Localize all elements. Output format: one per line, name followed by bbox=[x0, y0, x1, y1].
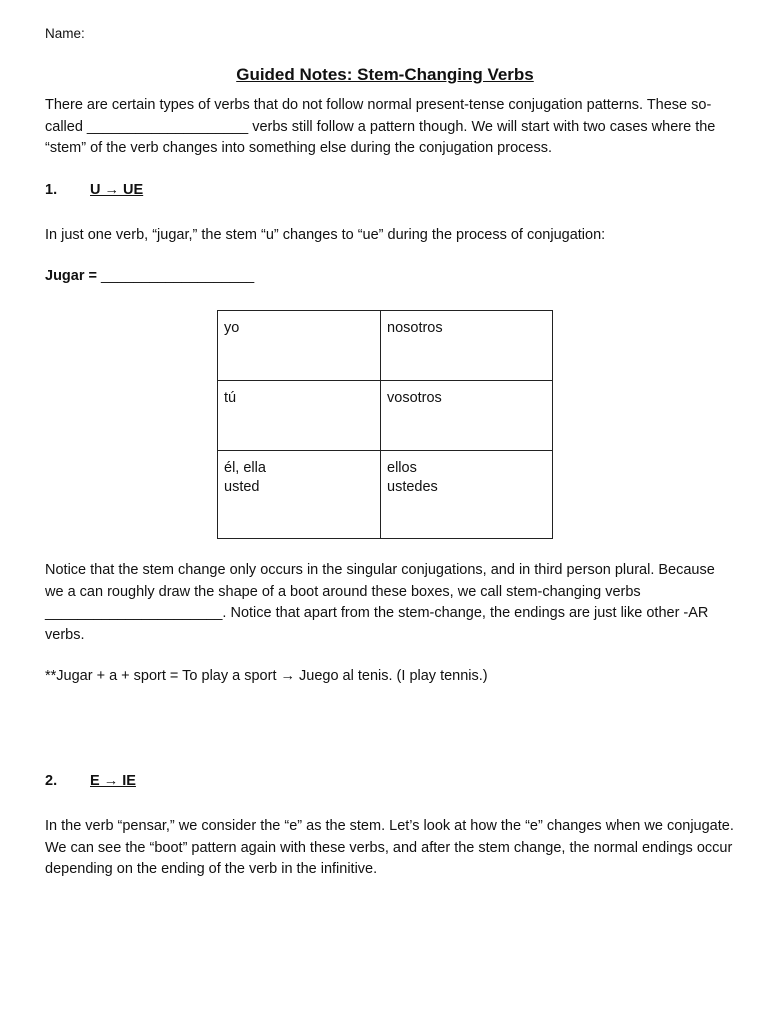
cell-tu: tú bbox=[218, 381, 381, 451]
cell-ellos-ustedes bbox=[381, 451, 553, 539]
section-1-number: 1. bbox=[45, 182, 58, 198]
cell-el-ella-usted bbox=[218, 451, 381, 539]
cell-line: ellos bbox=[387, 460, 417, 476]
page-title-text: Guided Notes: Stem-Changing Verbs bbox=[236, 65, 534, 84]
sport-note: **Jugar + a + sport = To play a sport → Juego al tenis. (I play tennis.) bbox=[45, 668, 488, 684]
section-1-title: U → UE bbox=[90, 182, 144, 198]
cell-line: él, ella bbox=[224, 460, 266, 476]
table-row bbox=[218, 381, 553, 451]
section-1-heading bbox=[45, 182, 143, 198]
cell-nosotros: nosotros bbox=[381, 311, 553, 381]
jugar-blank: ___________________ bbox=[101, 268, 255, 284]
conjugation-table bbox=[217, 310, 553, 539]
section-2-number: 2. bbox=[45, 773, 58, 789]
intro-paragraph: There are certain types of verbs that do not follow normal present-tense conjugation patterns. These so-called ____________________ verbs still follow a pattern though. We will start with two cases where the “stem” of the verb changes into something else during the conjugation process. bbox=[45, 97, 716, 156]
cell-vosotros: vosotros bbox=[381, 381, 553, 451]
jugar-line bbox=[45, 268, 254, 284]
section-2-title: E → IE bbox=[90, 773, 136, 789]
notice-paragraph: Notice that the stem change only occurs in the singular conjugations, and in third person plural. Because we a can roughly draw the shape of a boot around these boxes, we call stem-changing verbs ______________________. Notice that apart from the stem-change, the endings are just like other -AR verbs. bbox=[45, 562, 715, 643]
cell-line: usted bbox=[224, 479, 260, 495]
cell-yo: yo bbox=[218, 311, 381, 381]
table-row bbox=[218, 451, 553, 539]
page-title bbox=[0, 65, 770, 85]
jugar-label: Jugar = bbox=[45, 268, 97, 284]
table-row bbox=[218, 311, 553, 381]
section-2-text: In the verb “pensar,” we consider the “e” as the stem. Let’s look at how the “e” changes when we conjugate. We can see the “boot” pattern again with these verbs, and after the stem change, the normal endings occur depending on the ending of the verb in the infinitive. bbox=[45, 818, 734, 877]
name-label: Name: bbox=[45, 26, 85, 41]
section-1-text: In just one verb, “jugar,” the stem “u” changes to “ue” during the process of conjugation: bbox=[45, 227, 606, 243]
section-2-heading bbox=[45, 773, 136, 789]
cell-line: ustedes bbox=[387, 479, 438, 495]
